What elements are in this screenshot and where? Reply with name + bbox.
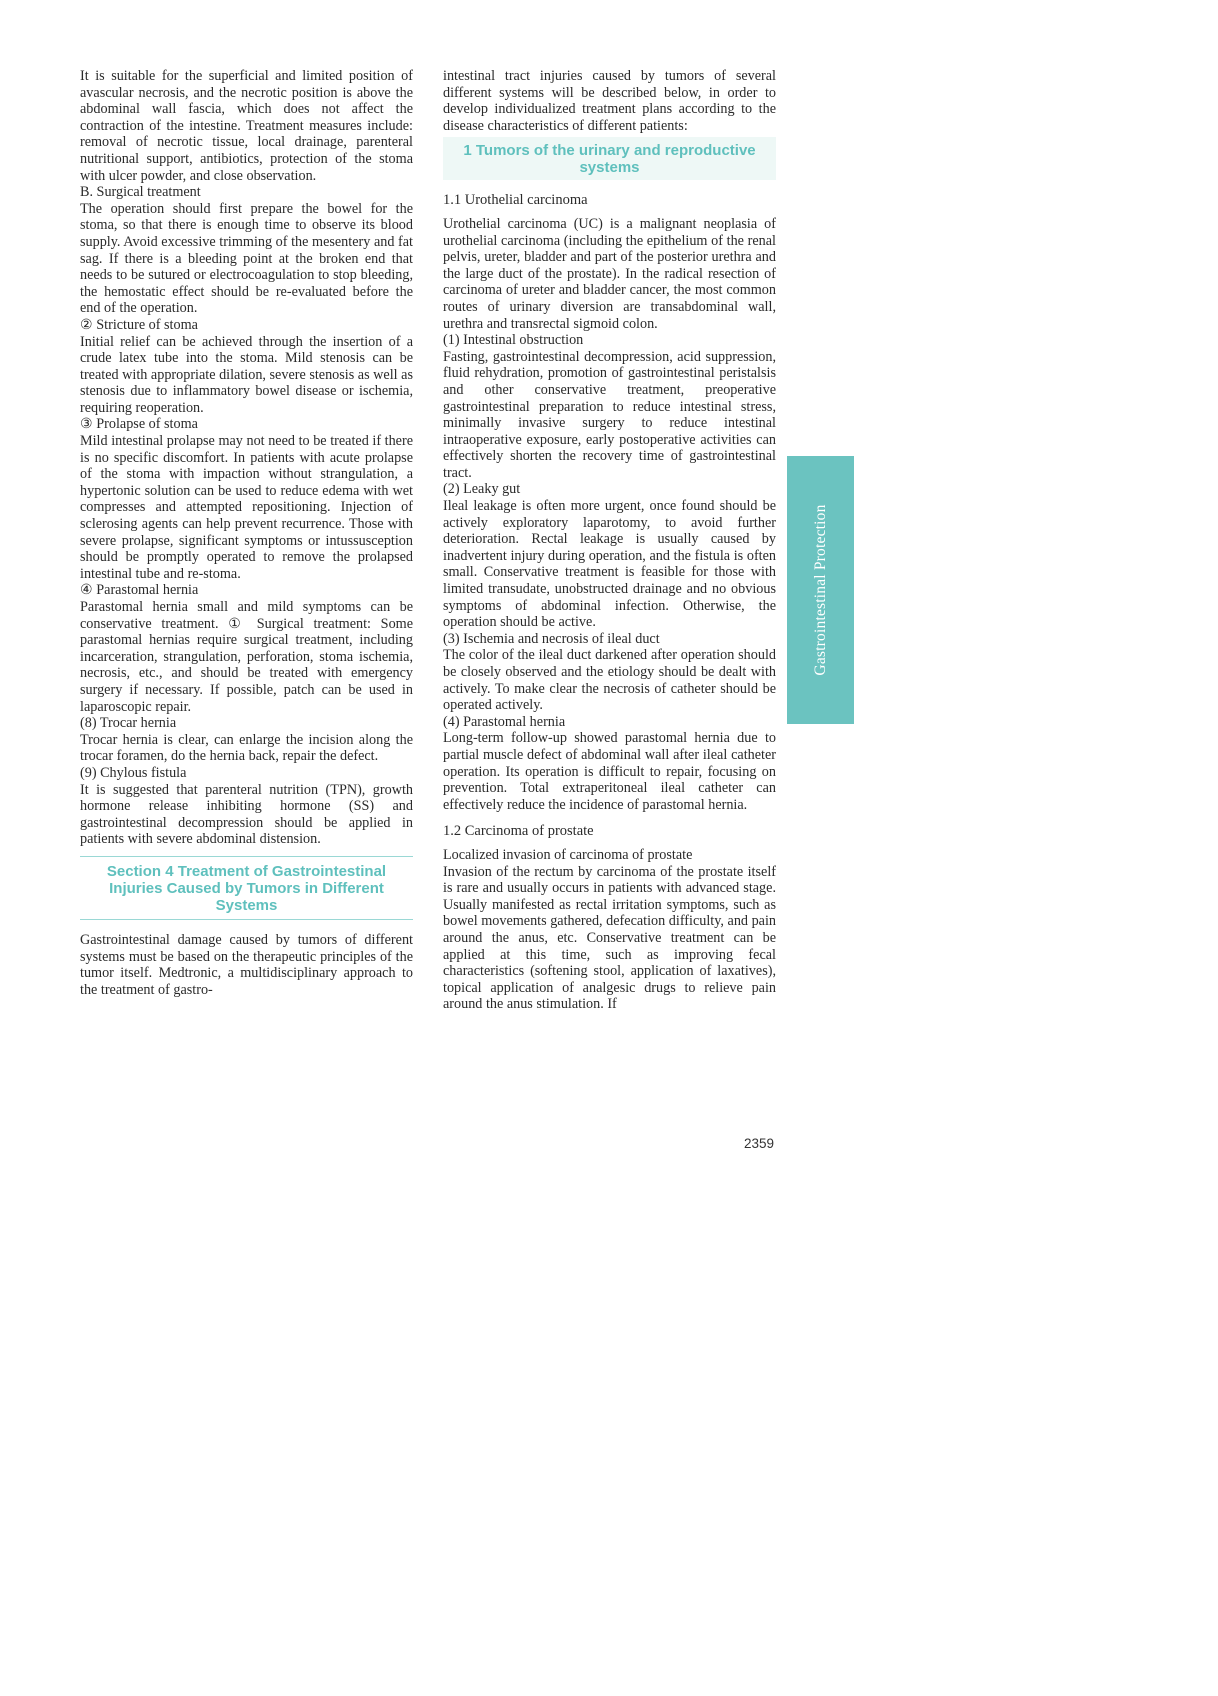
paragraph: Invasion of the rectum by carcinoma of the prostate itself is rare and usually occurs in patients with advanced stage. Usually manifested as rectal irritation symptoms, such as bowel movements gathered, defecation difficulty, and pain around the anus, etc. Conservative treatment can be applied at this time, such as improving fecal characteristics (softening stool, application of laxatives), topical application of analgesic drugs to relieve pain around the anus stimulation. If [443,863,776,1013]
page-number: 2359 [743,1136,774,1151]
subheading: ④ Parastomal hernia [80,582,199,599]
side-tab [787,456,854,724]
paragraph: Urothelial carcinoma (UC) is a malignant neoplasia of urothelial carcinoma (including the epithelium of the renal pelvis, ureter, bladder and part of the posterior urethra and the large duct of the prostate). In the radical resection of carcinoma of ureter and bladder cancer, the most common routes of urinary diversion are transabdominal wall, urethra and transrectal sigmoid colon. [443,215,776,332]
subheading: (2) Leaky gut [443,481,521,498]
paragraph: Long-term follow-up showed parastomal hernia due to partial muscle defect of abdominal wall after ileal catheter operation. Its operation is difficult to repair, focusing on prevention. Total extraperitoneal ileal catheter can effectively reduce the incidence of parastomal hernia. [443,730,776,813]
paragraph: Ileal leakage is often more urgent, once found should be actively exploratory laparotomy, to avoid further deterioration. Rectal leakage is usually caused by inadvertent injury during operation, and the fistula is often small. Conservative treatment is feasible for those with limited transudate, unobstructed drainage and no obvious symptoms of abdominal infection. Otherwise, the operation should be active. [443,498,776,631]
subsection-heading: 1.1 Urothelial carcinoma [443,192,588,209]
right-column [443,68,776,1013]
subheading: B. Surgical treatment [80,184,201,201]
paragraph: Parastomal hernia small and mild symptoms can be conservative treatment. ① Surgical treatment: Some parastomal hernias require surgical treatment, including incarceration, strangulation, perforation, stoma ischemia, necrosis, etc., and should be treated with emergency surgery if necessary. If possible, patch can be used in laparoscopic repair. [80,599,413,715]
paragraph: Fasting, gastrointestinal decompression, acid suppression, fluid rehydration, promotion of gastrointestinal peristalsis and other conservative treatment, preoperative gastrointestinal preparation to reduce intestinal stress, minimally invasive surgery to reduce intestinal intraoperative exposure, early postoperative activities can effectively shorten the recovery time of gastrointestinal tract. [443,348,776,481]
subheading: (4) Parastomal hernia [443,713,566,730]
paragraph: Initial relief can be achieved through the insertion of a crude latex tube into the stoma. Mild stenosis can be treated with appropriate dilation, severe stenosis as well as stenosis due to inflammatory bowel disease or ischemia, requiring reoperation. [80,333,413,416]
subheading: ② Stricture of stoma [80,316,198,333]
subheading: (3) Ischemia and necrosis of ileal duct [443,630,660,647]
subheading: (1) Intestinal obstruction [443,332,584,349]
subheading: (8) Trocar hernia [80,715,177,732]
paragraph: The color of the ileal duct darkened after operation should be closely observed and the etiology should be dealt with actively. To make clear the necrosis of catheter should be operated actively. [443,647,776,714]
paragraph: Gastrointestinal damage caused by tumors of different systems must be based on the therapeutic principles of the tumor itself. Medtronic, a multidisciplinary approach to the treatment of gastro- [80,931,413,998]
paragraph: It is suitable for the superficial and limited position of avascular necrosis, and the necrotic position is above the abdominal wall fascia, which does not affect the contraction of the intestine. Treatment measures include: removal of necrotic tissue, local drainage, parenteral nutritional support, antibiotics, protection of the stoma with ulcer powder, and close observation. [80,68,413,184]
subheading: Localized invasion of carcinoma of prostate [443,846,693,863]
side-tab-label: Gastrointestinal Protection [811,504,829,676]
paragraph: intestinal tract injuries caused by tumors of several different systems will be described below, in order to develop individualized treatment plans according to the disease characteristics of different patients: [443,68,776,134]
subheading: ③ Prolapse of stoma [80,416,198,433]
section-heading: Section 4 Treatment of Gastrointestinal Injuries Caused by Tumors in Different Systems [80,856,413,920]
subsection-heading: 1.2 Carcinoma of prostate [443,823,594,840]
paragraph: The operation should first prepare the bowel for the stoma, so that there is enough time to observe its blood supply. Avoid excessive trimming of the mesentery and fat sag. If there is a bleeding point at the broken end that needs to be sutured or electrocoagulation to stop bleeding, the hemostatic effect should be re-evaluated before the end of the operation. [80,200,413,317]
subheading: (9) Chylous fistula [80,764,187,781]
paragraph: Trocar hernia is clear, can enlarge the incision along the trocar foramen, do the hernia back, repair the defect. [80,731,413,765]
paragraph: It is suggested that parenteral nutrition (TPN), growth hormone release inhibiting hormone (SS) and gastrointestinal decompression should be applied in patients with severe abdominal distension. [80,781,413,848]
section-heading: 1 Tumors of the urinary and reproductive systems [443,137,776,180]
paragraph: Mild intestinal prolapse may not need to be treated if there is no specific discomfort. In patients with acute prolapse of the stoma with impaction without strangulation, a hypertonic solution can be used to reduce edema with wet compresses and attempted repositioning. Injection of sclerosing agents can help prevent recurrence. Those with severe prolapse, significant symptoms or intussusception should be promptly operated to remove the prolapsed intestinal tube and re-stoma. [80,433,413,582]
left-column [80,68,413,998]
